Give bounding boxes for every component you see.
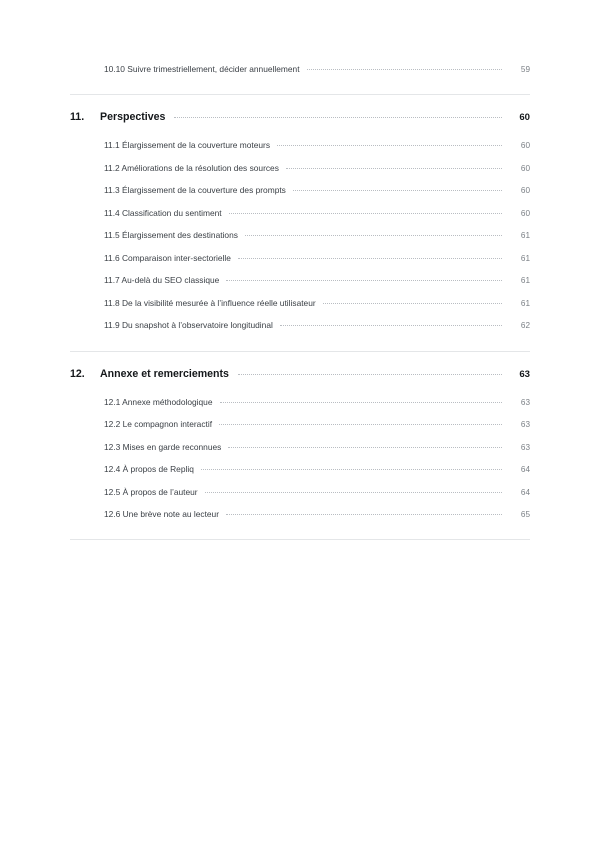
dotted-leader [307,69,502,70]
chapter-page: 60 [519,112,530,123]
toc-entry[interactable] [70,320,530,343]
toc-chapter-11[interactable] [70,111,530,123]
chapter-number: 12. [70,367,85,380]
dotted-leader [245,235,502,236]
toc-entry-label: 11.8 De la visibilité mesurée à l’influence réelle utilisateur [104,297,316,308]
dotted-leader [286,168,502,169]
toc-entry[interactable] [70,185,530,208]
section-divider [70,539,530,540]
toc-entry-label: 11.7 Au-delà du SEO classique [104,275,220,285]
chapter-number: 11. [70,111,85,123]
dotted-leader [226,280,502,281]
dotted-leader [174,117,502,118]
table-of-contents [70,64,530,540]
dotted-leader [205,492,502,493]
toc-entry-label: 11.2 Améliorations de la résolution des sources [104,162,279,173]
toc-entry-page: 63 [520,420,530,429]
dotted-leader [201,469,502,470]
dotted-leader [323,303,502,304]
chapter-11-entries [70,140,530,343]
toc-entry[interactable] [70,509,530,532]
toc-entry[interactable] [70,253,530,276]
toc-entry-page: 64 [520,465,530,474]
toc-entry[interactable] [70,208,530,231]
toc-entry[interactable] [70,442,530,465]
toc-entry-label: 12.5 À propos de l’auteur [104,486,198,497]
chapter-page: 63 [519,368,530,380]
toc-entry-page: 60 [520,186,530,195]
toc-entry-label: 11.5 Élargissement des destinations [104,230,238,240]
dotted-leader [219,424,502,425]
toc-entry-page: 65 [520,510,530,519]
toc-entry-page: 59 [520,65,530,74]
toc-entry-label: 11.1 Élargissement de la couverture moteurs [104,140,271,150]
toc-entry-page: 61 [520,253,530,263]
toc-entry-label: 12.3 Mises en garde reconnues [104,441,222,452]
chapter-title: Annexe et remerciements [100,367,229,380]
toc-entry-page: 61 [520,276,530,285]
toc-entry-page: 64 [520,487,530,497]
dotted-leader [220,402,503,403]
dotted-leader [228,447,502,448]
toc-entry-label: 12.1 Annexe méthodologique [104,396,213,407]
toc-entry[interactable] [70,230,530,253]
toc-entry-label: 12.6 Une brève note au lecteur [104,509,220,519]
dotted-leader [229,213,502,214]
toc-entry[interactable] [70,487,530,510]
dotted-leader [280,325,502,326]
toc-entry-label: 11.4 Classification du sentiment [104,207,222,218]
dotted-leader [238,374,502,375]
toc-entry-label: 12.4 À propos de Repliq [104,464,194,474]
dotted-leader [277,145,502,146]
toc-entry[interactable] [70,397,530,420]
toc-entry[interactable] [70,140,530,163]
dotted-leader [293,190,502,191]
toc-entry[interactable] [70,163,530,186]
toc-chapter-12[interactable] [70,368,530,380]
toc-entry[interactable] [70,298,530,321]
toc-entry-label: 11.9 Du snapshot à l’observatoire longitudinal [104,320,273,330]
dotted-leader [226,514,502,515]
toc-entry-page: 61 [520,231,530,240]
toc-entry[interactable] [70,64,530,86]
toc-entry-page: 62 [520,321,530,330]
chapter-12-entries [70,397,530,532]
toc-entry-page: 60 [520,141,530,150]
toc-entry[interactable] [70,275,530,298]
toc-entry-page: 63 [520,397,530,407]
toc-entry-page: 61 [520,298,530,308]
toc-entry-label: 10.10 Suivre trimestriellement, décider annuellement [104,64,300,74]
chapter-title: Perspectives [100,111,166,123]
toc-entry-page: 60 [520,208,530,218]
toc-entry-page: 63 [520,442,530,452]
toc-entry-page: 60 [520,163,530,173]
toc-entry-label: 12.2 Le compagnon interactif [104,419,213,429]
toc-entry-label: 11.6 Comparaison inter-sectorielle [104,252,231,263]
toc-entry[interactable] [70,464,530,487]
toc-entry-label: 11.3 Élargissement de la couverture des prompts [104,185,286,195]
dotted-leader [238,258,502,259]
toc-entry[interactable] [70,419,530,442]
